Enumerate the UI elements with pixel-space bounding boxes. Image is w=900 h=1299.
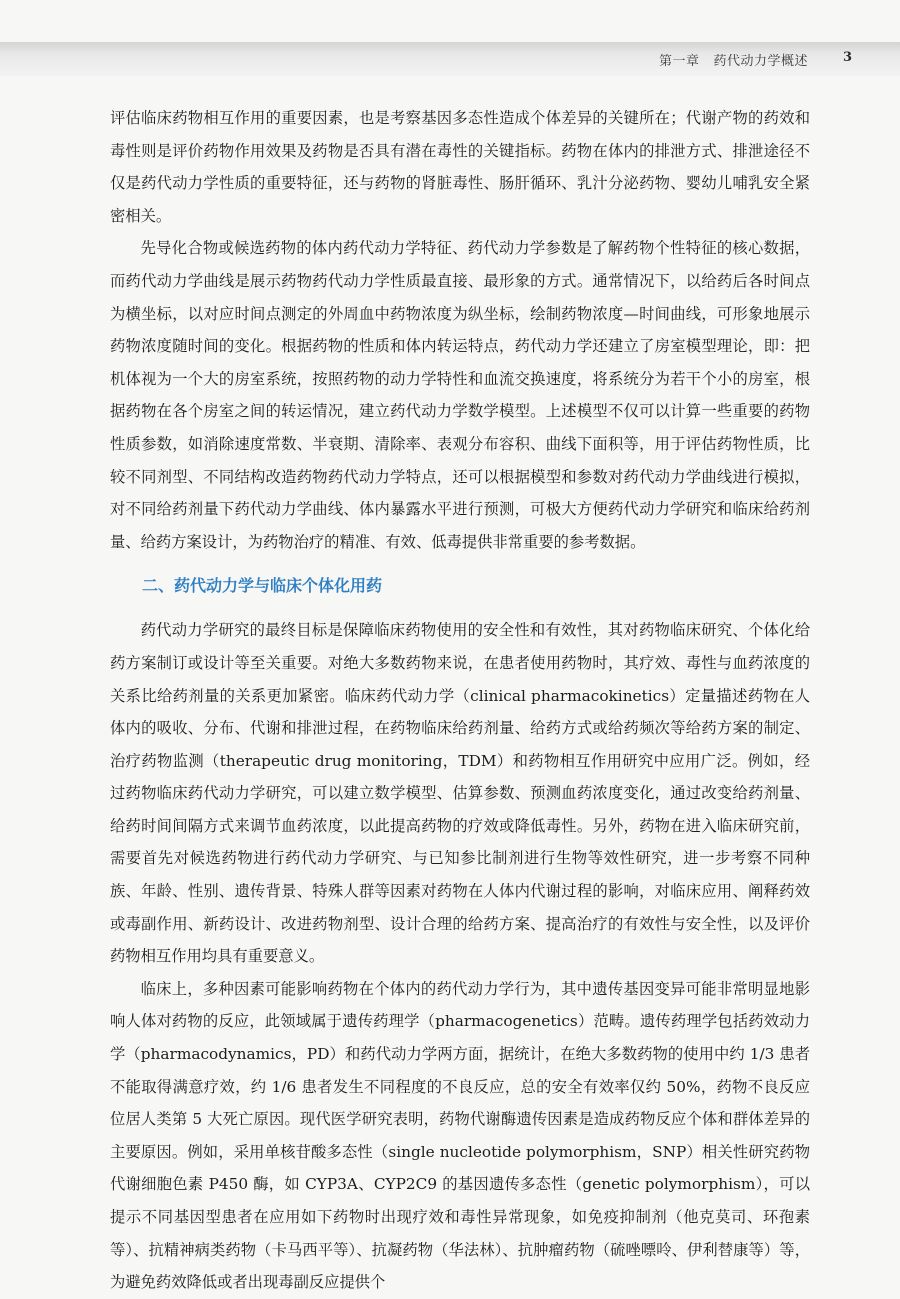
chapter-label: 第一章	[658, 54, 700, 69]
body-paragraph: 临床上，多种因素可能影响药物在个体内的药代动力学行为，其中遗传基因变异可能非常明显地影响人体对药物的反应，此领域属于遗传药理学（pharmacogenetics）范畴。遗传药理学包括药效动力学（pharmacodynamics，PD）和药代动力学两方面，据统计，在绝大多数药物的使用中约 1/3 患者不能取得满意疗效，约 1/6 患者发生不同程度的不良反应，总的安全有效率仅约 50%，药物不良反应位居人类第 5 大死亡原因。现代医学研究表明，药物代谢酶遗传因素是造成药物反应个体和群体差异的主要原因。例如，采用单核苷酸多态性（single nucleotide polymorphism，SNP）相关性研究药物代谢细胞色素 P450 酶，如 CYP3A、CYP2C9 的基因遗传多态性（genetic polymorphism），可以提示不同基因型患者在应用如下药物时出现疗效和毒性异常现象，如免疫抑制剂（他克莫司、环孢素等）、抗精神病类药物（卡马西平等）、抗凝药物（华法林）、抗肿瘤药物（硫唑嘌呤、伊利替康等）等，为避免药效降低或者出现毒副反应提供个	[110, 979, 810, 1292]
section-heading: 二、药代动力学与临床个体化用药	[142, 576, 383, 596]
chapter-title: 药代动力学概述	[713, 54, 808, 69]
body-paragraph: 评估临床药物相互作用的重要因素，也是考察基因多态性造成个体差异的关键所在；代谢产物的药效和毒性则是评价药物作用效果及药物是否具有潜在毒性的关键指标。药物在体内的排泄方式、排泄途径不仅是药代动力学性质的重要特征，还与药物的肾脏毒性、肠肝循环、乳汁分泌药物、婴幼儿哺乳安全紧密相关。	[110, 109, 810, 225]
body-paragraph: 药代动力学研究的最终目标是保障临床药物使用的安全性和有效性，其对药物临床研究、个体化给药方案制订或设计等至关重要。对绝大多数药物来说，在患者使用药物时，其疗效、毒性与血药浓度的关系比给药剂量的关系更加紧密。临床药代动力学（clinical pharmacokinetics）定量描述药物在人体内的吸收、分布、代谢和排泄过程，在药物临床给药剂量、给药方式或给药频次等给药方案的制定、治疗药物监测（therapeutic drug monitoring，TDM）和药物相互作用研究中应用广泛。例如，经过药物临床药代动力学研究，可以建立数学模型、估算参数、预测血药浓度变化，通过改变给药剂量、给药时间间隔方式来调节血药浓度，以此提高药物的疗效或降低毒性。另外，药物在进入临床研究前，需要首先对候选药物进行药代动力学研究、与已知参比制剂进行生物等效性研究，进一步考察不同种族、年龄、性别、遗传背景、特殊人群等因素对药物在人体内代谢过程的影响，对临床应用、阐释药效或毒副作用、新药设计、改进药物剂型、设计合理的给药方案、提高治疗的有效性与安全性，以及评价药物相互作用均具有重要意义。	[110, 621, 810, 966]
page-number: 3	[843, 50, 853, 65]
body-paragraph: 先导化合物或候选药物的体内药代动力学特征、药代动力学参数是了解药物个性特征的核心数据，而药代动力学曲线是展示药物药代动力学性质最直接、最形象的方式。通常情况下，以给药后各时间点为横坐标，以对应时间点测定的外周血中药物浓度为纵坐标，绘制药物浓度—时间曲线，可形象地展示药物浓度随时间的变化。根据药物的性质和体内转运特点，药代动力学还建立了房室模型理论，即：把机体视为一个大的房室系统，按照药物的动力学特性和血流交换速度，将系统分为若干个小的房室，根据药物在各个房室之间的转运情况，建立药代动力学数学模型。上述模型不仅可以计算一些重要的药物性质参数，如消除速度常数、半衰期、清除率、表观分布容积、曲线下面积等，用于评估药物性质，比较不同剂型、不同结构改造药物药代动力学特点，还可以根据模型和参数对药代动力学曲线进行模拟，对不同给药剂量下药代动力学曲线、体内暴露水平进行预测，可极大方便药代动力学研究和临床给药剂量、给药方案设计，为药物治疗的精准、有效、低毒提供非常重要的参考数据。	[110, 239, 810, 551]
page-body	[110, 102, 810, 1299]
running-header-chapter	[659, 50, 808, 69]
